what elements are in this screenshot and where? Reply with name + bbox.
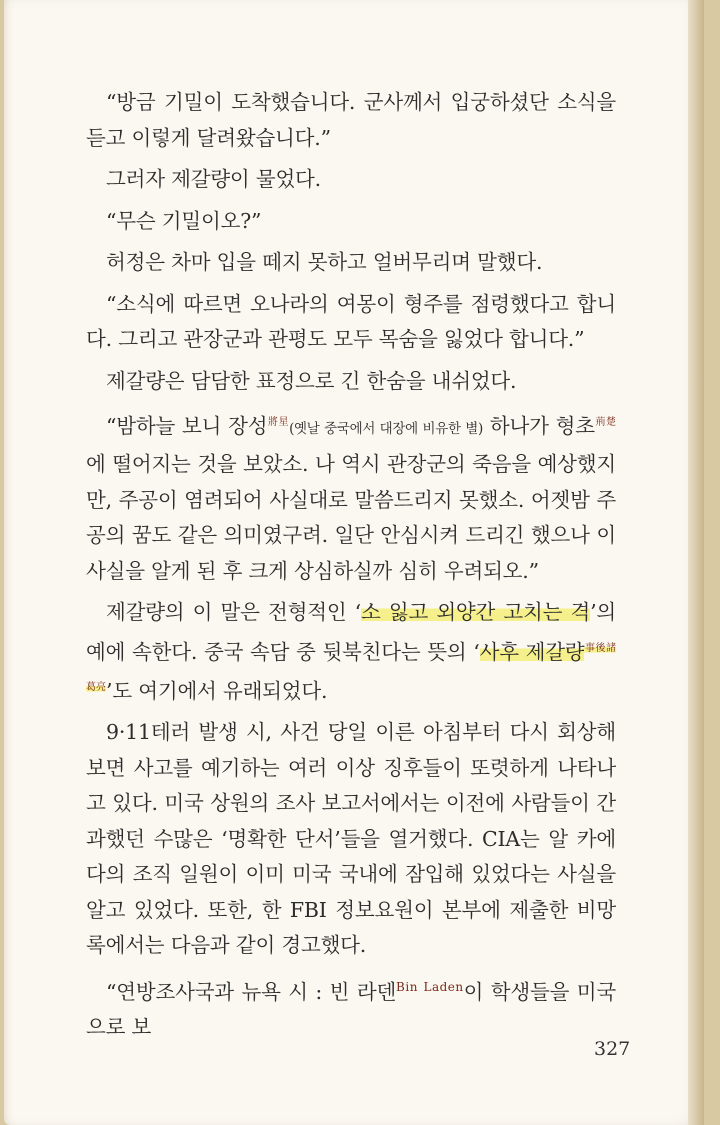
parenthetical-note: (옛날 중국에서 대장에 비유한 별)	[289, 420, 483, 437]
hanja-gloss-idiom: 事後諸葛亮	[86, 642, 616, 694]
hanja-gloss-hyeongcho: 荊楚	[594, 417, 616, 428]
paragraph-10	[86, 970, 616, 1046]
highlight-idiom: 사후 제갈량	[479, 639, 585, 664]
body-text	[86, 85, 616, 1046]
paragraph-5: “소식에 따르면 오나라의 여몽이 형주를 점령했다고 합니다. 그리고 관장군과 관평도 모두 목숨을 잃었다 합니다.”	[86, 291, 616, 351]
page-number: 327	[594, 1038, 631, 1060]
p7-pre: “밤하늘 보니 장성	[106, 413, 268, 438]
paragraph-6: 제갈량은 담담한 표정으로 긴 한숨을 내쉬었다.	[106, 368, 517, 393]
paragraph-3: “무슨 기밀이오?”	[106, 208, 262, 233]
paragraph-7	[86, 405, 616, 589]
paragraph-9: 9·11테러 발생 시, 사건 당일 이른 아침부터 다시 회상해보면 사고를 예기하는 여러 이상 징후들이 또렷하게 나타나고 있다. 미국 상원의 조사 보고서에서는 이전에 사람들이 간과했던 수많은 ‘명확한 단서’들을 열거했다. CIA는 알 카에다의 조직 일원이 이미 미국 국내에 잠입해 있었다는 사실을 알고 있었다. 또한, 한 FBI 정보요원이 본부에 제출한 비망록에서는 다음과 같이 경고했다.	[86, 720, 616, 958]
highlight-proverb: 소 잃고 외양간 고치는 격	[361, 600, 591, 625]
p10-pre: “연방조사국과 뉴욕 시 : 빈 라덴	[106, 979, 397, 1004]
english-gloss: Bin Laden	[396, 979, 464, 994]
paragraph-2: 그러자 제갈량이 물었다.	[106, 167, 321, 191]
paragraph-1: “방금 기밀이 도착했습니다. 군사께서 입궁하셨단 소식을 듣고 이렇게 달려왔습니다.”	[86, 90, 616, 150]
p10-post: 이 학생들을 미국으로 보	[86, 979, 616, 1040]
page-edge	[688, 0, 704, 1125]
p8-post: ’도 여기에서 유래되었다.	[106, 678, 328, 703]
p7-post: 에 떨어지는 것을 보았소. 나 역시 관장군의 죽음을 예상했지만, 주공이 염려되어 사실대로 말씀드리지 못했소. 어젯밤 주공의 꿈도 같은 의미였구려. 일단 안심시켜 드리긴 했으나 이 사실을 알게 된 후 크게 상심하실까 심히 우려되오.”	[86, 452, 616, 583]
p8-pre: 제갈량의 이 말은 전형적인 ‘	[106, 600, 361, 625]
p8-mid: ’의 예에 속한다. 중국 속담 중 뒷북친다는 뜻의 ‘	[86, 600, 616, 664]
book-page	[4, 0, 704, 1125]
hanja-gloss-jangseong: 將星	[267, 417, 290, 428]
p7-mid: 하나가 형초	[482, 413, 595, 438]
paragraph-8	[86, 595, 616, 709]
paragraph-4: 허정은 차마 입을 떼지 못하고 얼버무리며 말했다.	[106, 250, 543, 274]
